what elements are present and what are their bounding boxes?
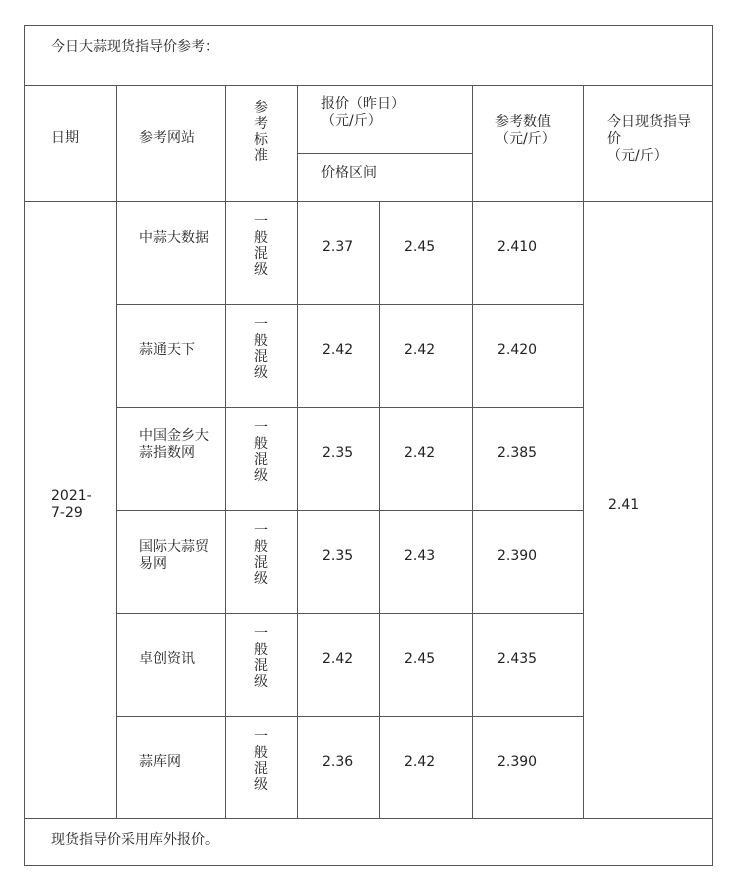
col-header-standard-text: 参考标准 [254,100,268,164]
price-table [24,25,713,866]
col-header-site: 参考网站 [139,130,195,146]
table-row-high: 2.45 [404,651,436,667]
table-row-standard-text: 一般混级 [254,523,268,587]
table-row-high: 2.45 [404,239,436,255]
table-row-site: 国际大蒜贸易网 [139,539,209,572]
divider [25,201,712,202]
col-header-today [607,114,703,165]
table-row-site: 中国金乡大蒜指数网 [139,428,209,461]
divider [297,85,298,818]
col-header-range: 价格区间 [321,165,377,181]
table-row-ref: 2.435 [497,651,538,667]
table-row-low: 2.36 [322,754,354,770]
today-price: 2.41 [608,497,640,513]
table-row-standard [253,420,269,485]
divider [297,153,472,154]
col-header-quote-line1: 报价（昨日） [321,96,405,112]
table-row-standard-text: 一般混级 [254,626,268,690]
table-row-site: 卓创资讯 [139,651,195,667]
table-row-ref: 2.390 [497,754,538,770]
table-footnote: 现货指导价采用库外报价。 [51,832,219,848]
table-row-standard [253,214,269,279]
table-row-ref: 2.390 [497,548,538,564]
divider [116,510,583,511]
col-header-ref: 参考数值（元/斤） [495,114,556,147]
table-row-low: 2.35 [322,548,354,564]
table-row-site: 中蒜大数据 [139,230,209,246]
col-header-standard [253,100,269,165]
table-row-low: 2.35 [322,445,354,461]
table-row-ref: 2.385 [497,445,538,461]
col-header-quote-line2: （元/斤） [321,113,382,129]
table-row-standard-text: 一般混级 [254,420,268,484]
col-header-today-line1: 今日现货指导价 [607,114,691,147]
divider [472,85,473,818]
table-row-high: 2.43 [404,548,436,564]
table-row-standard [253,729,269,794]
table-row-ref: 2.420 [497,342,538,358]
date-value: 2021-7-29 [51,488,92,521]
divider [116,407,583,408]
table-row-standard-text: 一般混级 [254,317,268,381]
col-header-quote [321,96,466,130]
divider [25,818,712,819]
table-caption: 今日大蒜现货指导价参考： [51,39,219,55]
table-row-low: 2.42 [322,342,354,358]
divider [583,85,584,818]
table-row-site: 蒜通天下 [139,342,195,358]
divider [116,85,117,818]
table-row-standard-text: 一般混级 [254,729,268,793]
divider [116,613,583,614]
divider [379,201,380,818]
divider [25,85,712,86]
table-row-high: 2.42 [404,445,436,461]
divider [116,716,583,717]
table-row-high: 2.42 [404,342,436,358]
table-row-standard [253,317,269,382]
table-row-low: 2.42 [322,651,354,667]
table-row-standard [253,626,269,691]
table-row-high: 2.42 [404,754,436,770]
table-row-ref: 2.410 [497,239,538,255]
col-header-today-line2: （元/斤） [607,148,668,164]
table-row-standard [253,523,269,588]
divider [116,304,583,305]
table-row-low: 2.37 [322,239,354,255]
divider [225,85,226,818]
col-header-date: 日期 [51,130,79,146]
table-row-site: 蒜库网 [139,754,181,770]
table-row-standard-text: 一般混级 [254,214,268,278]
